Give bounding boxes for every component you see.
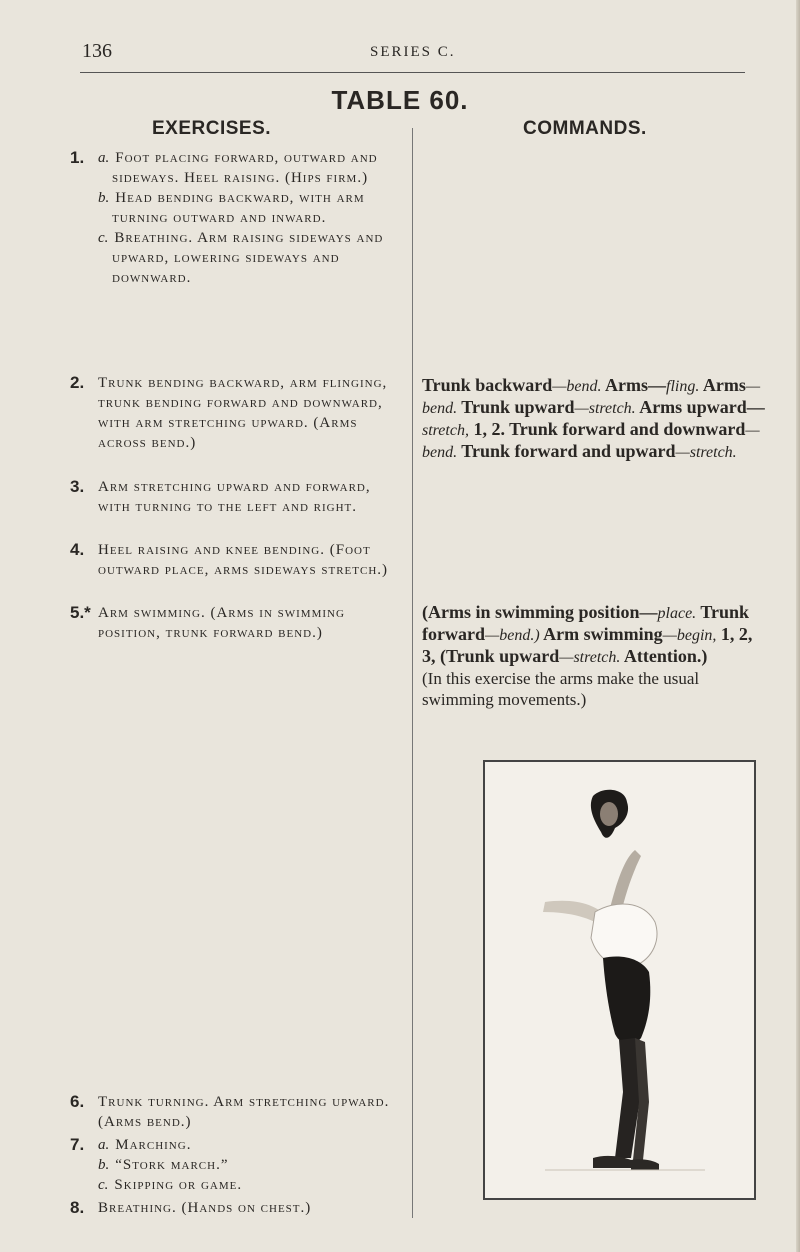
- exercise-7: [72, 1135, 402, 1195]
- cmd-seg: place.: [657, 605, 697, 622]
- cmd-seg: Arm swimming: [539, 624, 663, 644]
- cmd-seg: (Arms in swimming position—: [422, 602, 658, 622]
- cmd-seg: Trunk backward: [422, 375, 553, 395]
- cmd-seg: Arms—: [601, 375, 667, 395]
- cmd-seg: Trunk forward and upward: [457, 441, 676, 461]
- cmd-seg: —stretch.: [559, 649, 621, 666]
- exercise-sub: [98, 188, 402, 228]
- sub-text: Head bending backward, with arm turning outward and inward.: [112, 190, 365, 226]
- page-number: 136: [82, 40, 112, 62]
- cmd-seg: stretch,: [422, 422, 469, 439]
- cmd-seg: —bend.: [422, 378, 761, 417]
- sub-text: “Stork march.”: [115, 1157, 229, 1173]
- cmd-seg: Trunk upward: [457, 397, 575, 417]
- exercise-text: Breathing. (Hands on chest.): [98, 1200, 312, 1216]
- cmd-seg: Arms: [699, 375, 746, 395]
- column-divider: [412, 128, 413, 1218]
- cmd-seg: Trunk forward: [422, 602, 750, 644]
- exercise-number: 2.: [70, 373, 85, 392]
- cmd-seg: 1, 2, 3, (Trunk upward: [422, 624, 753, 666]
- page-edge: [796, 0, 800, 1252]
- exercise-number: 5.*: [70, 603, 91, 622]
- sub-letter: b.: [98, 190, 110, 206]
- cmd-seg: 1, 2. Trunk forward and downward: [468, 419, 746, 439]
- exercise-sub: [98, 148, 402, 188]
- exercise-number: 1.: [70, 148, 85, 167]
- exercise-number: 6.: [70, 1092, 85, 1111]
- sub-letter: b.: [98, 1157, 110, 1173]
- exercise-sub: [98, 1135, 402, 1155]
- sub-text: Breathing. Arm raising sideways and upward, lowering sideways and downward.: [112, 230, 384, 286]
- exercise-text: Arm swimming. (Arms in swimming position, trunk forward bend.): [98, 605, 345, 641]
- series-header: SERIES C.: [370, 44, 456, 60]
- command-ex2: [422, 375, 767, 463]
- boy-figure-illustration: [485, 762, 754, 1198]
- exercise-text: Trunk bending backward, arm flinging, trunk bending forward and downward, with arm stretching upward. (Arms across bend.): [98, 375, 388, 451]
- sub-letter: a.: [98, 1137, 110, 1153]
- exercise-number: 7.: [70, 1135, 85, 1154]
- exercise-8: [72, 1198, 402, 1218]
- command-note: (In this exercise the arms make the usual swimming movements.): [422, 669, 700, 709]
- commands-heading: COMMANDS.: [523, 118, 647, 139]
- cmd-seg: Arms upward—: [635, 397, 765, 417]
- sub-letter: a.: [98, 150, 110, 166]
- exercise-6: [72, 1092, 402, 1132]
- table-title: TABLE 60.: [331, 85, 469, 115]
- exercise-photo: [483, 760, 756, 1200]
- exercise-number: 8.: [70, 1198, 85, 1217]
- sub-text: Marching.: [115, 1137, 192, 1153]
- exercise-number: 4.: [70, 540, 85, 559]
- cmd-seg: —bend.: [422, 422, 760, 461]
- cmd-seg: fling.: [666, 378, 700, 395]
- exercise-text: Arm stretching upward and forward, with turning to the left and right.: [98, 479, 371, 515]
- cmd-seg: —begin,: [662, 627, 717, 644]
- exercise-text: Trunk turning. Arm stretching upward. (Arms bend.): [98, 1094, 390, 1130]
- header-rule: [80, 72, 745, 73]
- exercise-number: 3.: [70, 477, 85, 496]
- exercise-1: [72, 148, 402, 288]
- exercise-text: Heel raising and knee bending. (Foot outward place, arms sideways stretch.): [98, 542, 389, 578]
- cmd-seg: —stretch.: [675, 444, 737, 461]
- exercise-3: [72, 477, 402, 517]
- sub-letter: c.: [98, 230, 109, 246]
- exercise-5: [72, 603, 402, 643]
- cmd-seg: —bend.): [484, 627, 540, 644]
- command-ex5: [422, 602, 767, 710]
- exercises-heading: EXERCISES.: [152, 118, 272, 139]
- exercise-sub: [98, 1175, 402, 1195]
- sub-text: Foot placing forward, outward and sideways. Heel raising. (Hips firm.): [112, 150, 378, 186]
- exercise-sub: [98, 228, 402, 288]
- cmd-seg: —stretch.: [574, 400, 636, 417]
- sub-letter: c.: [98, 1177, 109, 1193]
- exercise-4: [72, 540, 402, 580]
- exercise-sub: [98, 1155, 402, 1175]
- exercise-2: [72, 373, 402, 453]
- sub-text: Skipping or game.: [114, 1177, 243, 1193]
- cmd-seg: Attention.): [620, 646, 708, 666]
- cmd-seg: —bend.: [552, 378, 602, 395]
